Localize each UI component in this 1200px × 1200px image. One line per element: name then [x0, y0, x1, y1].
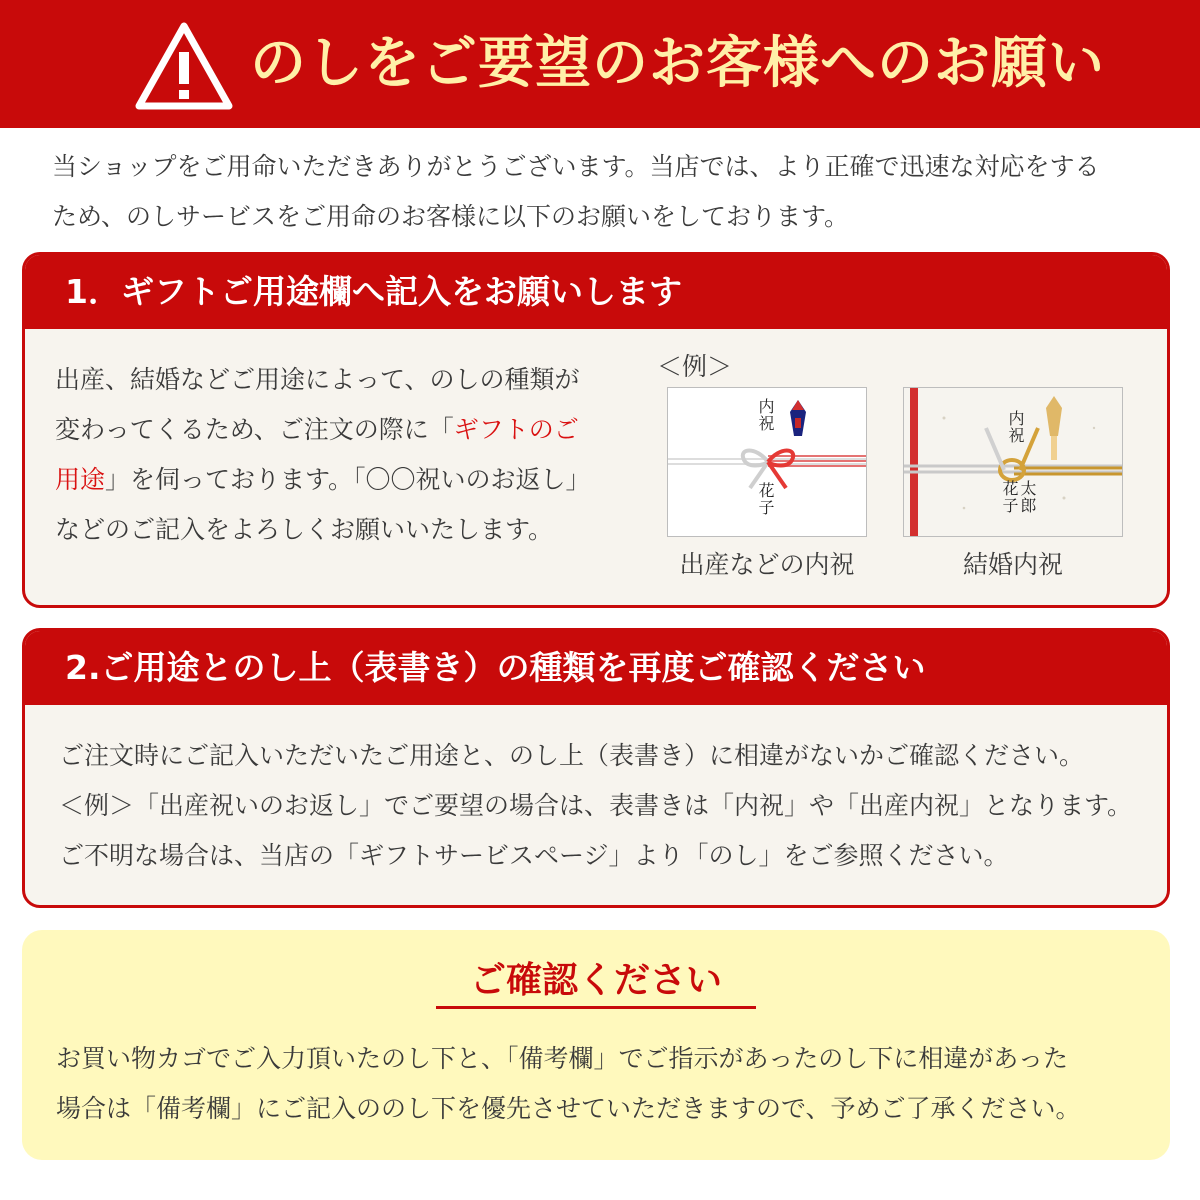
title-underline — [436, 1006, 756, 1009]
body-line — [55, 455, 625, 505]
intro-line: 当ショップをご用命いただきありがとうございます。当店では、より正確で迅速な対応をする — [52, 152, 1100, 181]
body-text: 変わってくるため、ご注文の際に「 — [55, 415, 454, 444]
noshi-top-text: 内祝 — [756, 398, 775, 432]
confirm-title: ご確認ください — [469, 960, 722, 1001]
body-line: ＜例＞「出産祝いのお返し」でご要望の場合は、表書きは「内祝」や「出産内祝」となります。 — [59, 791, 1133, 820]
intro-line: ため、のしサービスをご用命のお客様に以下のお願いをしております。 — [52, 202, 850, 231]
highlight-text: ギフトのご — [453, 415, 579, 444]
body-line: 出産、結婚などご用途によって、のしの種類が — [55, 365, 580, 394]
section-gift-purpose — [22, 252, 1170, 608]
body-line: お買い物カゴでご入力頂いたのし下と、「備考欄」でご指示があったのし下に相違があった — [56, 1044, 1069, 1073]
section-reconfirm — [22, 628, 1170, 908]
section-heading: 1．ギフトご用途欄へ記入をお願いします — [25, 255, 1167, 329]
body-line: ご注文時にご記入いただいたご用途と、のし上（表書き）に相違がないかご確認ください。 — [59, 741, 1085, 770]
header-banner — [0, 0, 1200, 128]
noshi-example-wedding — [903, 387, 1123, 537]
noshi-name-text: 太郎花子 — [1000, 480, 1037, 514]
body-line — [55, 405, 625, 455]
noshi-example-birth — [667, 387, 867, 537]
highlight-text: 用途 — [55, 465, 106, 494]
warning-icon — [134, 20, 234, 112]
confirm-notice — [22, 930, 1170, 1160]
section-body — [59, 731, 1159, 881]
noshi-name-text: 花子 — [756, 482, 775, 516]
page-title: のしをご要望のお客様へのお願い — [250, 31, 1105, 96]
confirm-body — [56, 1034, 1146, 1134]
section-body — [55, 355, 625, 555]
intro-text — [52, 142, 1162, 242]
example-label: ＜例＞ — [657, 352, 733, 381]
noshi-top-text: 内祝 — [1006, 410, 1025, 444]
example-caption: 結婚内祝 — [962, 550, 1063, 579]
body-line: などのご記入をよろしくお願いいたします。 — [55, 515, 554, 544]
body-line: ご不明な場合は、当店の「ギフトサービスページ」より「のし」をご参照ください。 — [59, 841, 1009, 870]
example-caption: 出産などの内祝 — [679, 550, 855, 579]
body-line: 場合は「備考欄」にご記入ののし下を優先させていただきますので、予めご了承ください。 — [56, 1094, 1081, 1123]
section-heading: 2.ご用途とのし上（表書き）の種類を再度ご確認ください — [25, 631, 1167, 705]
body-text: 」を伺っております。「〇〇祝いのお返し」 — [105, 465, 591, 494]
